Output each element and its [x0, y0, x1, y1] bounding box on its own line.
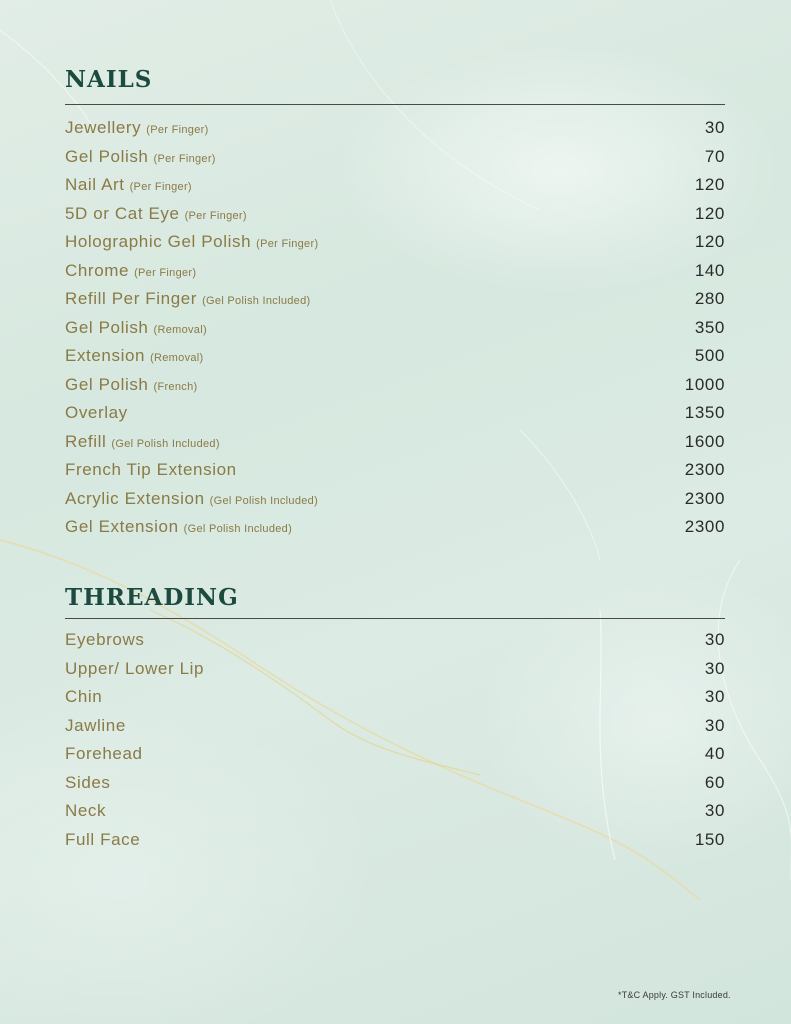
threading-item-label-group: [65, 801, 106, 821]
threading-section-title: THREADING: [65, 584, 239, 611]
service-name: Gel Extension: [65, 517, 179, 537]
threading-item-row: [65, 797, 725, 826]
service-price: 30: [704, 658, 725, 678]
threading-item-row: [65, 655, 725, 684]
service-name: Forehead: [65, 744, 143, 764]
nails-item-label-group: [65, 432, 220, 452]
service-name: Chrome: [65, 260, 130, 280]
threading-item-label-group: [65, 659, 204, 679]
service-price: 1350: [684, 403, 725, 423]
service-name: Full Face: [65, 829, 141, 849]
service-name: Overlay: [65, 403, 128, 423]
nails-item-row: [65, 485, 725, 514]
nails-title-divider: [65, 104, 725, 105]
service-name: 5D or Cat Eye: [65, 203, 180, 223]
service-note: (Gel Polish Included): [111, 437, 220, 450]
service-price: 150: [694, 829, 725, 849]
service-name: Acrylic Extension: [65, 488, 205, 508]
service-note: (Per Finger): [153, 152, 216, 165]
service-note: (Removal): [153, 323, 207, 336]
nails-item-row: [65, 371, 725, 400]
threading-item-label-group: [65, 773, 111, 793]
nails-item-label-group: [65, 346, 204, 366]
nails-item-label-group: [65, 403, 128, 423]
threading-item-row: [65, 683, 725, 712]
service-name: Refill: [65, 431, 107, 451]
threading-title-divider: [65, 618, 725, 619]
nails-item-label-group: [65, 375, 197, 395]
service-price: 120: [694, 203, 725, 223]
nails-item-row: [65, 513, 725, 542]
service-price: 120: [694, 175, 725, 195]
service-note: (Removal): [150, 352, 204, 365]
service-note: (Per Finger): [129, 181, 192, 194]
nails-section-title: NAILS: [65, 66, 153, 93]
service-note: (French): [153, 380, 198, 393]
service-name: Holographic Gel Polish: [65, 232, 252, 252]
nails-item-row: [65, 285, 725, 314]
service-price: 70: [704, 146, 725, 166]
nails-item-row: [65, 114, 725, 143]
nails-item-label-group: [65, 118, 209, 138]
nails-item-label-group: [65, 261, 196, 281]
nails-item-label-group: [65, 232, 318, 252]
service-price: 2300: [684, 488, 725, 508]
nails-item-row: [65, 399, 725, 428]
nails-item-row: [65, 428, 725, 457]
nails-item-label-group: [65, 318, 207, 338]
service-name: Gel Polish: [65, 146, 149, 166]
threading-item-label-group: [65, 830, 140, 850]
threading-item-row: [65, 712, 725, 741]
nails-item-row: [65, 257, 725, 286]
service-note: (Per Finger): [184, 209, 247, 222]
service-price: 30: [704, 687, 725, 707]
nails-item-label-group: [65, 460, 237, 480]
service-price: 30: [704, 630, 725, 650]
nails-item-label-group: [65, 175, 192, 195]
service-price: 140: [694, 260, 725, 280]
threading-item-row: [65, 769, 725, 798]
service-name: Jawline: [65, 715, 126, 735]
nails-item-label-group: [65, 517, 292, 537]
service-name: Refill Per Finger: [65, 289, 198, 309]
service-price: 60: [704, 772, 725, 792]
service-price: 120: [694, 232, 725, 252]
terms-note: *T&C Apply. GST Included.: [618, 990, 731, 1000]
nails-item-label-group: [65, 204, 247, 224]
service-note: (Gel Polish Included): [209, 494, 319, 507]
service-price: 2300: [684, 517, 725, 537]
threading-item-label-group: [65, 716, 126, 736]
service-name: Chin: [65, 687, 103, 707]
nails-item-row: [65, 314, 725, 343]
threading-item-label-group: [65, 744, 143, 764]
service-price: 1600: [684, 431, 725, 451]
threading-price-list: [65, 626, 725, 854]
nails-price-list: [65, 114, 725, 542]
service-note: (Per Finger): [146, 124, 209, 137]
service-name: Neck: [65, 801, 107, 821]
nails-item-label-group: [65, 289, 310, 309]
threading-item-row: [65, 740, 725, 769]
service-price: 1000: [684, 374, 725, 394]
service-name: Eyebrows: [65, 630, 145, 650]
nails-item-row: [65, 143, 725, 172]
nails-item-row: [65, 342, 725, 371]
service-name: Gel Polish: [65, 317, 149, 337]
threading-item-label-group: [65, 687, 102, 707]
service-name: French Tip Extension: [65, 460, 237, 480]
service-price: 40: [704, 744, 725, 764]
service-note: (Per Finger): [134, 266, 197, 279]
service-note: (Gel Polish Included): [202, 295, 311, 308]
service-name: Jewellery: [65, 118, 142, 138]
service-name: Extension: [65, 346, 146, 366]
nails-item-row: [65, 228, 725, 257]
threading-item-row: [65, 626, 725, 655]
nails-item-label-group: [65, 489, 318, 509]
service-price: 30: [704, 715, 725, 735]
threading-item-label-group: [65, 630, 144, 650]
service-price: 2300: [684, 460, 725, 480]
service-price: 30: [704, 801, 725, 821]
nails-item-label-group: [65, 147, 216, 167]
service-price: 30: [704, 118, 725, 138]
service-price: 280: [694, 289, 725, 309]
service-name: Upper/ Lower Lip: [65, 658, 205, 678]
threading-item-row: [65, 826, 725, 855]
service-name: Nail Art: [65, 175, 125, 195]
nails-item-row: [65, 456, 725, 485]
service-name: Gel Polish: [65, 374, 149, 394]
service-note: (Gel Polish Included): [183, 523, 293, 536]
nails-item-row: [65, 171, 725, 200]
service-price: 350: [694, 317, 725, 337]
nails-item-row: [65, 200, 725, 229]
service-price: 500: [694, 346, 725, 366]
service-name: Sides: [65, 772, 111, 792]
service-note: (Per Finger): [256, 238, 319, 251]
